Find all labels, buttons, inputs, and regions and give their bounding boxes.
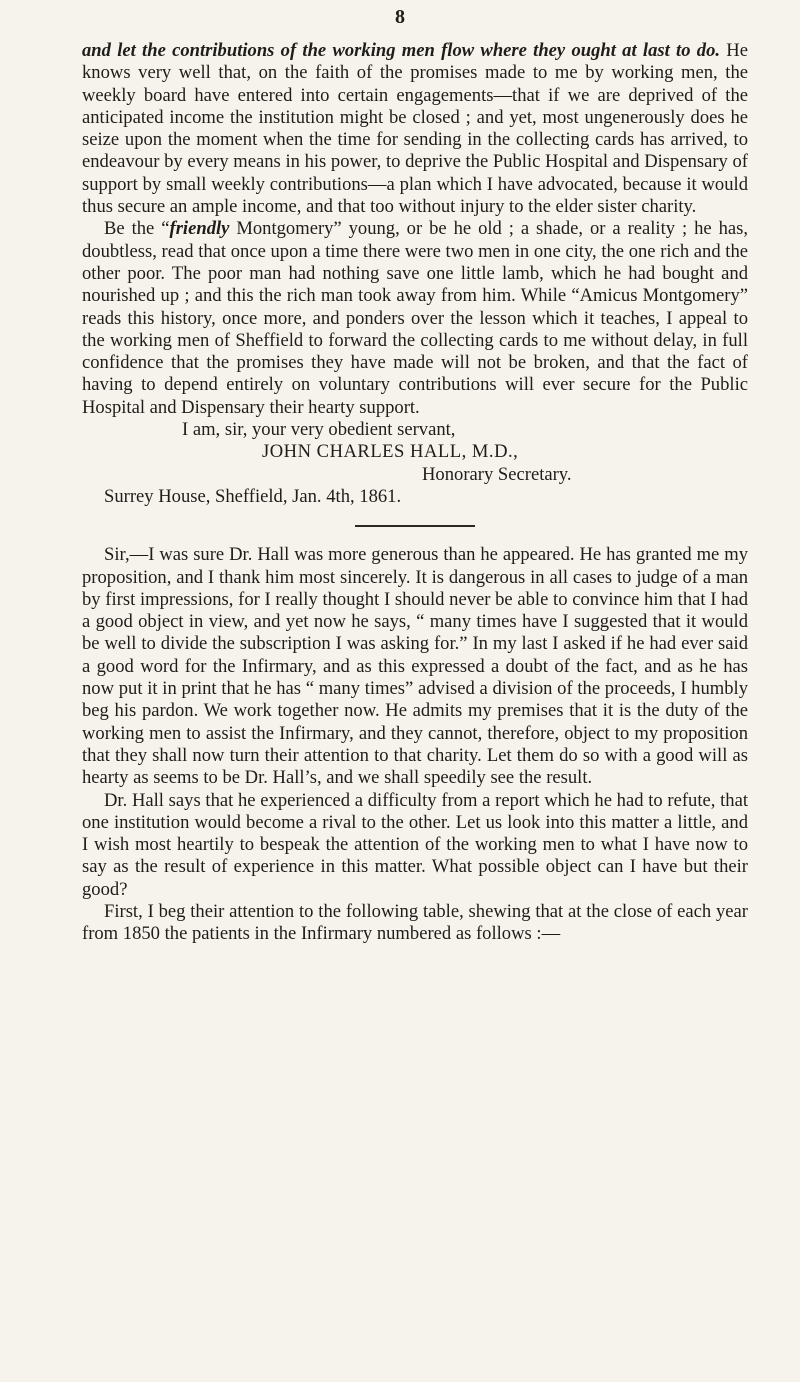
paragraph-text: He knows very well that, on the faith of the promises made to me by working men, the weekly board have entered into certain engagements—that if we are deprived of the anticipated income the institution might be closed ; and yet, most ungenerously does he seize upon the moment when the time for sending in the collecting cards has arrived, to endeavour by every means in his power, to deprive the Public Hospital and Dispensary of support by small weekly contributions—a plan which I have advocated, because it would thus secure an ample income, and that too without injury to the elder sister charity. bbox=[82, 40, 748, 218]
paragraph-text: Be the “ bbox=[104, 218, 170, 240]
letter-hall-paragraph-1 bbox=[82, 40, 748, 218]
letter-reply bbox=[82, 544, 748, 945]
page-number: 8 bbox=[395, 6, 405, 28]
letter-reply-paragraph-2: Dr. Hall says that he experienced a difficulty from a report which he had to refute, that one institution would become a rival to the other. Let us look into this matter a little, and I wish most heartily to bespeak the attention of the working men to what I have now to say as the result of experience in this matter. What possible object can I have but their good? bbox=[82, 789, 748, 900]
emphasis-text: and let the contributions of the working men flow where they ought at last to do. bbox=[82, 40, 721, 61]
letter-hall bbox=[82, 40, 748, 508]
letter-reply-paragraph-1: Sir,—I was sure Dr. Hall was more generous than he appeared. He has granted me my proposition, and I thank him most sincerely. It is dangerous in all cases to judge of a man by first impressions, for I really thought I should never be able to convince him that I had a good object in view, and yet now he says, “ many times have I suggested that it would be well to divide the subscription I was asking for.” In my last I asked if he had ever said a good word for the Infirmary, and as this expressed a doubt of the fact, and as he has now put it in print that he has “ many times” advised a division of the proceeds, I humbly beg his pardon. We work together now. He admits my premises that it is the duty of the working men to assist the Infirmary, and they cannot, therefore, object to my proposition that they shall now turn their attention to that charity. Let them do so with a good will as hearty as seems to be Dr. Hall’s, and we shall speedily see the result. bbox=[82, 544, 748, 789]
signatory-title: Honorary Secretary. bbox=[422, 463, 572, 485]
signatory-name: JOHN CHARLES HALL, M.D., bbox=[262, 441, 519, 463]
letter-dateline: Surrey House, Sheffield, Jan. 4th, 1861. bbox=[104, 485, 402, 507]
letter-closing: I am, sir, your very obedient servant, bbox=[182, 419, 456, 441]
paragraph-text: Montgomery” young, or be he old ; a shade, or a reality ; he has, doubtless, read that once upon a time there were two men in one city, the one rich and the other poor. The poor man had nothing save one little lamb, which he had bought and nourished up ; and this the rich man took away from him. While “Amicus Montgomery” reads this history, once more, and ponders over the lesson which it teaches, I appeal to the working men of Sheffield to forward the collecting cards to me without delay, in full confidence that the promises they have made will not be broken, and that the fact of having to depend entirely on voluntary contributions will ever secure for the Public Hospital and Dispensary their hearty support. bbox=[82, 218, 749, 418]
letter-reply-paragraph-3: First, I beg their attention to the following table, shewing that at the close of each year from 1850 the patients in the Infirmary numbered as follows :— bbox=[82, 900, 748, 945]
letter-hall-paragraph-2 bbox=[82, 218, 748, 419]
section-divider bbox=[355, 525, 475, 527]
emphasis-text: friendly bbox=[169, 218, 230, 240]
